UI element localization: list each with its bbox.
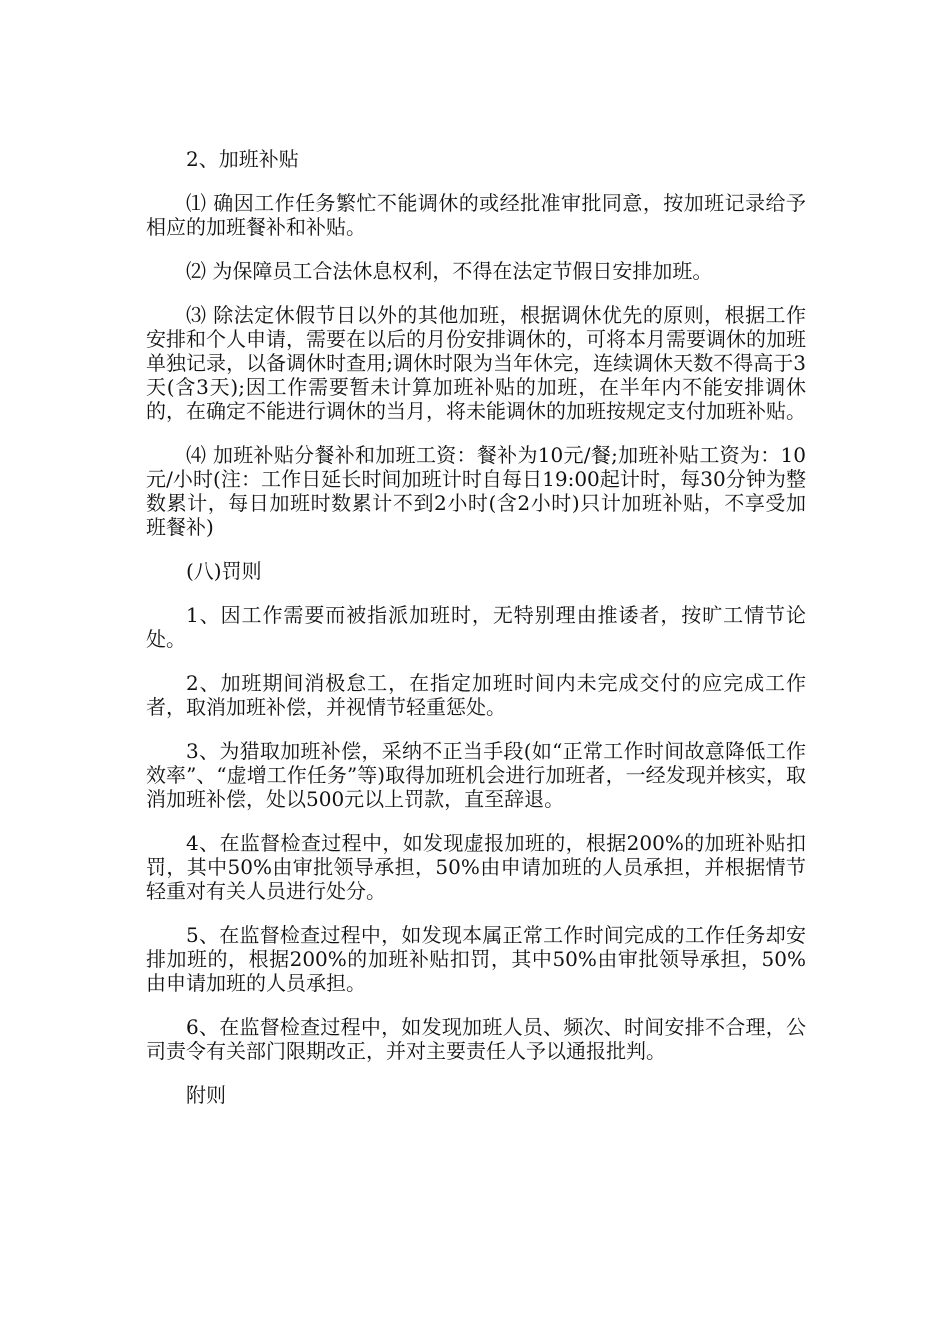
section-heading-supplementary: 附则: [186, 1083, 226, 1107]
paragraph-item-2: ⑵ 为保障员工合法休息权利，不得在法定节假日安排加班。: [186, 259, 713, 283]
penalty-item-2: 2、加班期间消极怠工，在指定加班时间内未完成交付的应完成工作者，取消加班补偿，并视情节轻重惩处。: [146, 671, 806, 719]
section-heading-penalties: (八)罚则: [186, 559, 262, 583]
penalty-item-1: 1、因工作需要而被指派加班时，无特别理由推诿者，按旷工情节论处。: [146, 603, 806, 651]
paragraph-item-1: ⑴ 确因工作任务繁忙不能调休的或经批准审批同意，按加班记录给予相应的加班餐补和补贴。: [146, 191, 806, 239]
penalty-item-6: 6、在监督检查过程中，如发现加班人员、频次、时间安排不合理，公司责令有关部门限期改正，并对主要责任人予以通报批判。: [146, 1015, 806, 1063]
penalty-item-3: 3、为猎取加班补偿，采纳不正当手段(如“正常工作时间故意降低工作效率”、“虚增工作任务”等)取得加班机会进行加班者，一经发现并核实，取消加班补偿，处以500元以上罚款，直至辞退。: [146, 739, 806, 811]
section-heading-overtime-subsidy: 2、加班补贴: [186, 147, 299, 171]
penalty-item-5: 5、在监督检查过程中，如发现本属正常工作时间完成的工作任务却安排加班的，根据200%的加班补贴扣罚，其中50%由审批领导承担，50%由申请加班的人员承担。: [146, 923, 806, 995]
paragraph-item-4: ⑷ 加班补贴分餐补和加班工资：餐补为10元/餐;加班补贴工资为：10元/小时(注：工作日延长时间加班计时自每日19:00起计时，每30分钟为整数累计，每日加班时数累计不到2小时(含2小时)只计加班补贴，不享受加班餐补): [146, 443, 806, 539]
paragraph-item-3: ⑶ 除法定休假节日以外的其他加班，根据调休优先的原则，根据工作安排和个人申请，需要在以后的月份安排调休的，可将本月需要调休的加班单独记录，以备调休时查用;调休时限为当年休完，连续调休天数不得高于3天(含3天);因工作需要暂未计算加班补贴的加班，在半年内不能安排调休的，在确定不能进行调休的当月，将未能调休的加班按规定支付加班补贴。: [146, 303, 806, 423]
penalty-item-4: 4、在监督检查过程中，如发现虚报加班的，根据200%的加班补贴扣罚，其中50%由审批领导承担，50%由申请加班的人员承担，并根据情节轻重对有关人员进行处分。: [146, 831, 806, 903]
document-body: [146, 147, 806, 1127]
